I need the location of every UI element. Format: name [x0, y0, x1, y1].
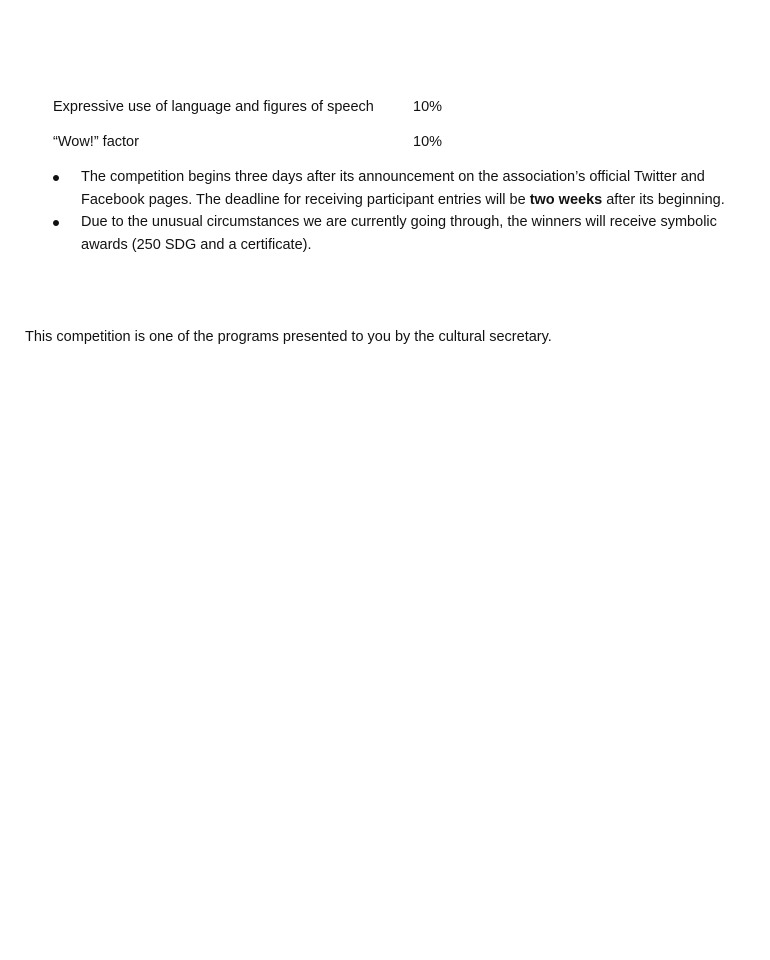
note-awards: [53, 211, 743, 256]
criteria-weight: 10%: [413, 99, 443, 115]
criteria-label: “Wow!” factor: [53, 134, 139, 150]
criteria-row-wow-factor: [53, 132, 473, 152]
note-competition-timeline: [53, 166, 743, 211]
note-text: Due to the unusual circumstances we are currently going through, the winners will receive symbolic awards (250 SDG and a certificate).: [81, 214, 717, 253]
closing-statement: This competition is one of the programs presented to you by the cultural secretary.: [25, 329, 552, 345]
criteria-row-language: [53, 97, 473, 117]
bullet-icon: [53, 175, 59, 181]
note-text-before: The competition begins three days after its announcement on the association’s official Twitter and Facebook pages. The deadline for receiving participant entries will be: [81, 169, 705, 208]
note-text-after: after its beginning.: [602, 191, 725, 208]
bullet-icon: [53, 220, 59, 226]
note-deadline-emphasis: two weeks: [529, 191, 603, 208]
criteria-label: Expressive use of language and figures of speech: [53, 99, 374, 115]
notes-list: [53, 166, 743, 256]
criteria-weight: 10%: [413, 134, 443, 150]
